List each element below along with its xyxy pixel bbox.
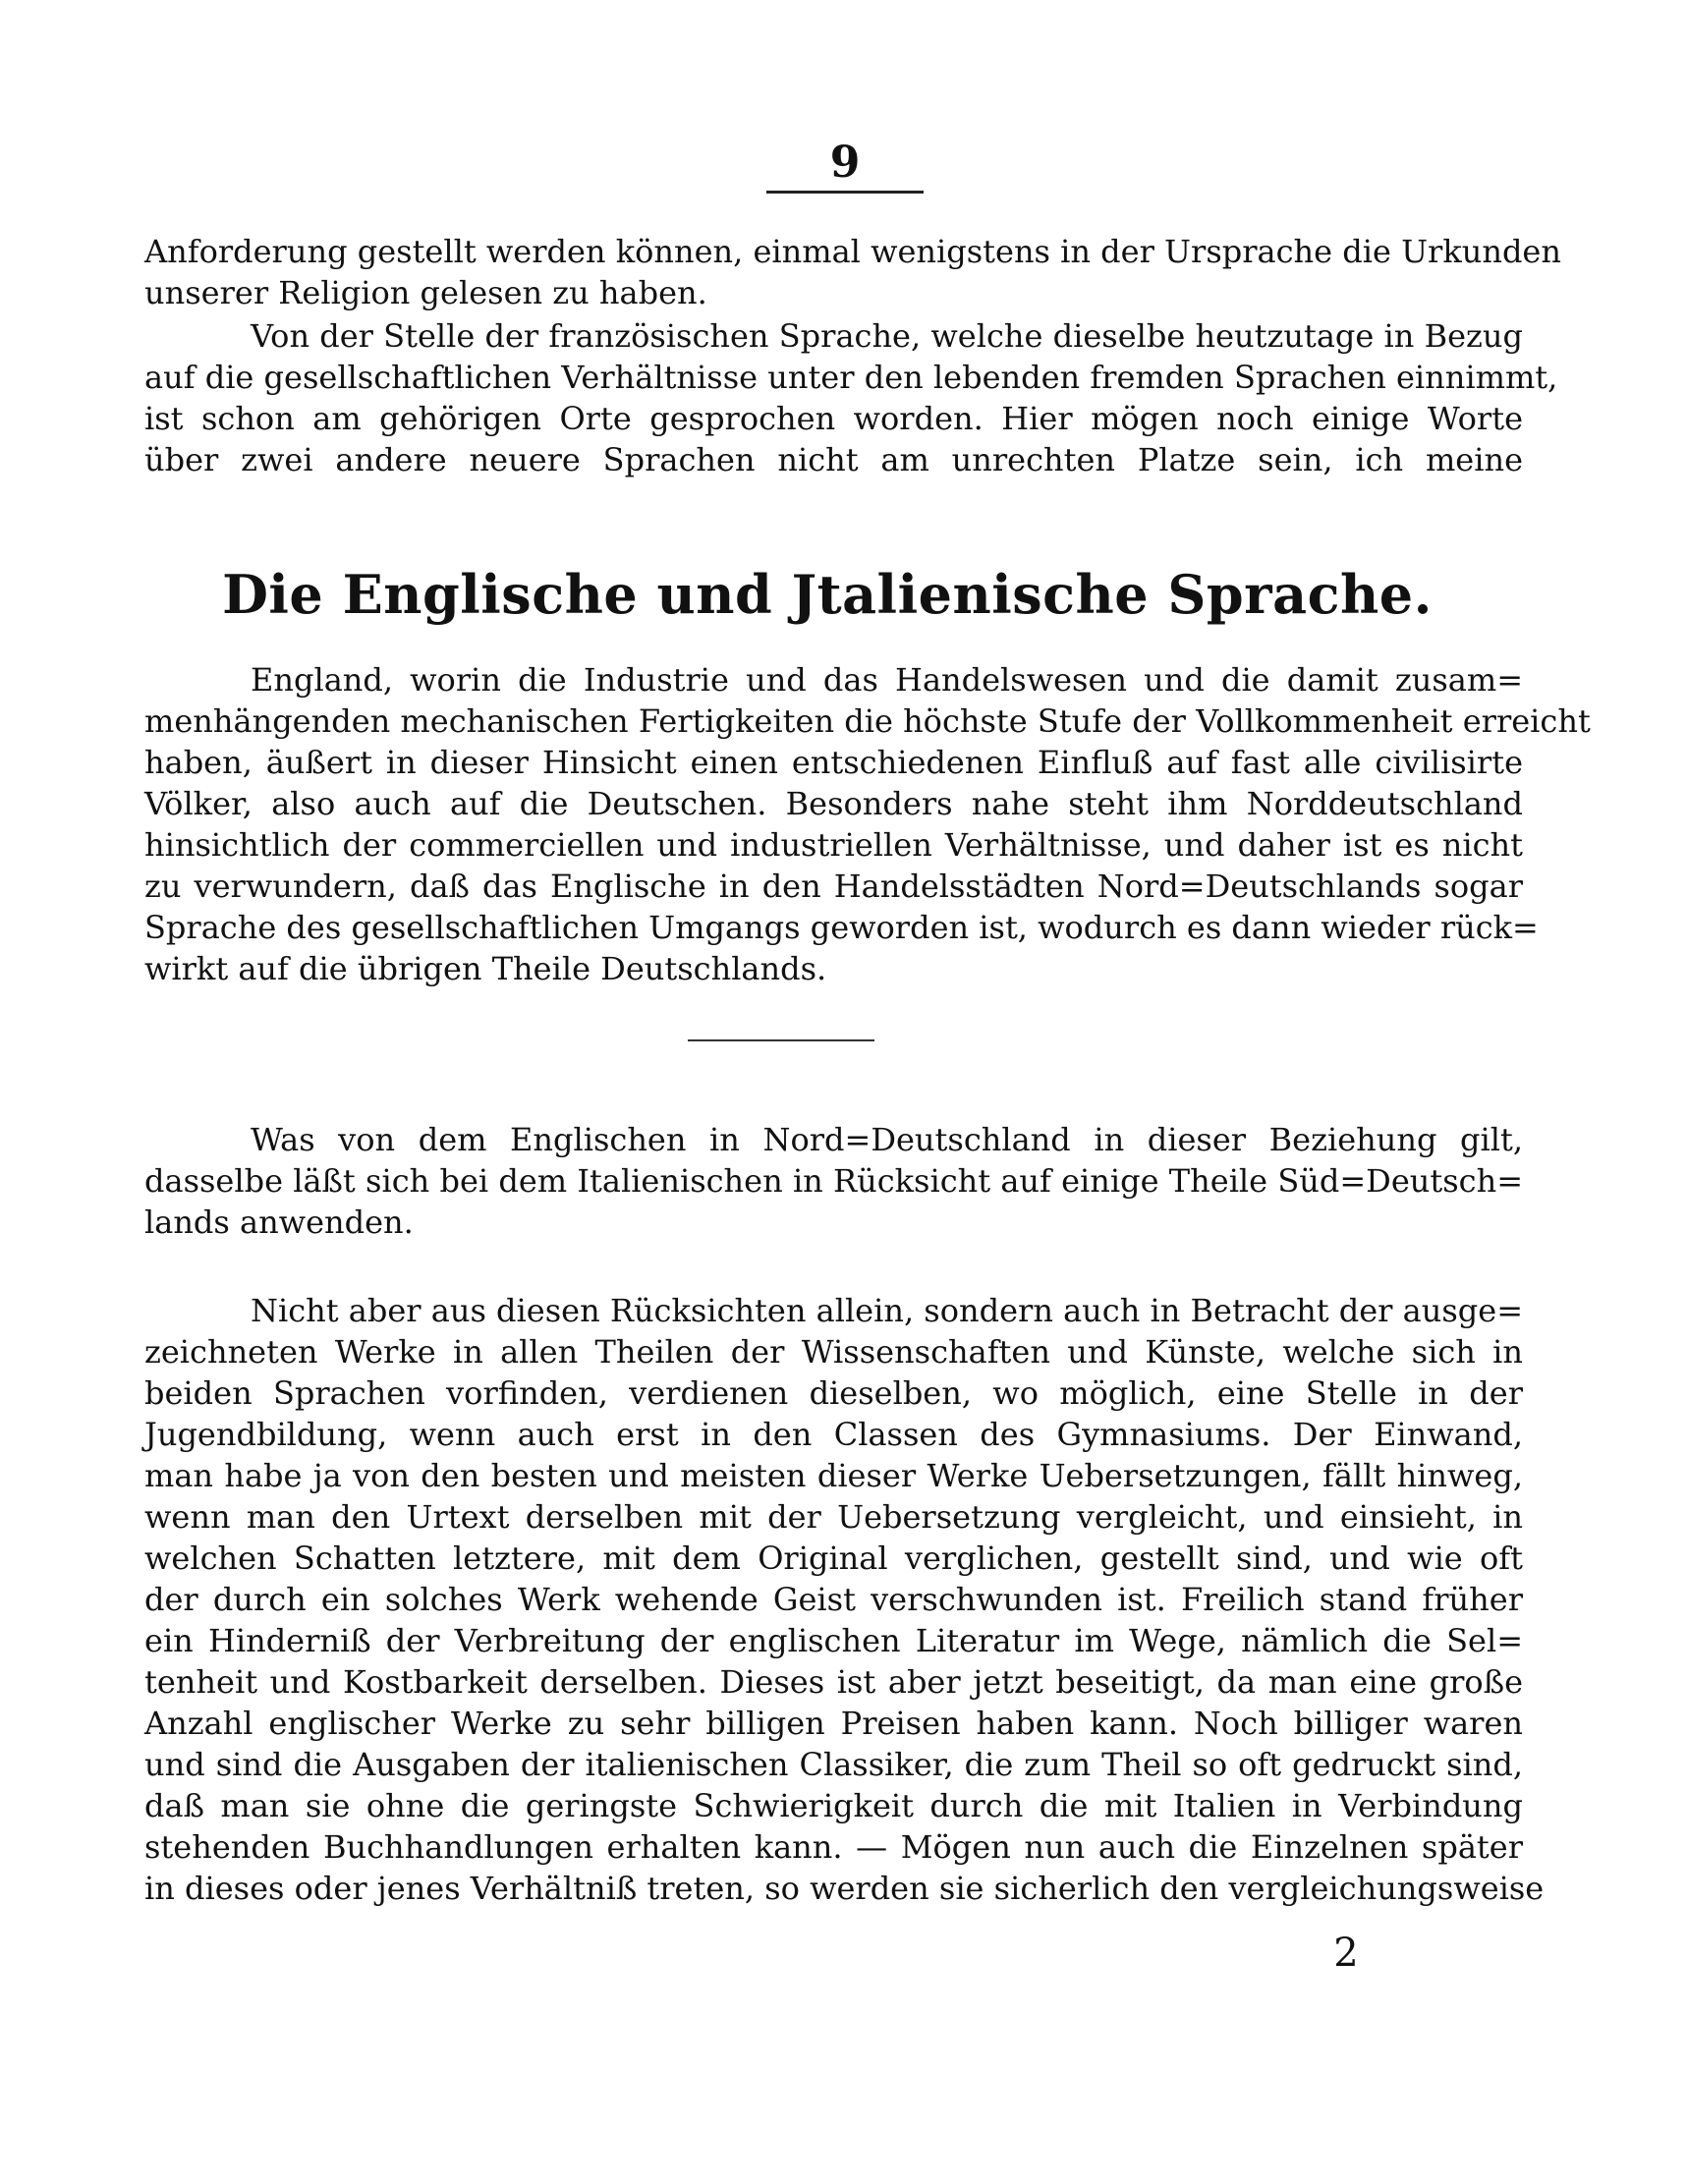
text-line: in dieses oder jenes Verhältniß treten, so werden sie sicherlich den vergleichungsweise — [144, 1870, 1545, 1907]
text-line: tenheit und Kostbarkeit derselben. Dieses ist aber jetzt beseitigt, da man eine große — [144, 1663, 1523, 1701]
text-line: Anforderung gestellt werden können, einmal wenigstens in der Ursprache die Urkunden — [144, 233, 1561, 270]
text-line: man habe ja von den besten und meisten dieser Werke Uebersetzungen, fällt hinweg, — [144, 1457, 1523, 1494]
text-line: zeichneten Werke in allen Theilen der Wissenschaften und Künste, welche sich in — [144, 1333, 1523, 1371]
text-line: welchen Schatten letztere, mit dem Original verglichen, gestellt sind, und wie oft — [144, 1540, 1523, 1577]
text-line: der durch ein solches Werk wehende Geist verschwunden ist. Freilich stand früher — [144, 1581, 1523, 1618]
text-line: Von der Stelle der französischen Sprache, welche dieselbe heutzutage in Bezug — [251, 317, 1523, 355]
text-line: zu verwundern, daß das Englische in den Handelsstädten Nord=Deutschlands sogar — [144, 868, 1523, 905]
text-line: England, worin die Industrie und das Handelswesen und die damit zusam= — [251, 661, 1523, 699]
text-line: wenn man den Urtext derselben mit der Uebersetzung vergleicht, und einsieht, in — [144, 1498, 1523, 1536]
text-line: Jugendbildung, wenn auch erst in den Classen des Gymnasiums. Der Einwand, — [144, 1416, 1523, 1453]
text-line: Völker, also auch auf die Deutschen. Besonders nahe steht ihm Norddeutschland — [144, 785, 1523, 822]
text-line: beiden Sprachen vorfinden, verdienen dieselben, wo möglich, eine Stelle in der — [144, 1374, 1523, 1412]
text-line: stehenden Buchhandlungen erhalten kann. — Mögen nun auch die Einzelnen später — [144, 1828, 1523, 1866]
text-line: unserer Religion gelesen zu haben. — [144, 274, 707, 311]
text-line: lands anwenden. — [144, 1204, 414, 1241]
text-line: hinsichtlich der commerciellen und industriellen Verhältnisse, und daher ist es nicht — [144, 826, 1523, 864]
header-rule — [766, 191, 924, 194]
text-line: daß man sie ohne die geringste Schwierigkeit durch die mit Italien in Verbindung — [144, 1787, 1523, 1824]
text-line: Nicht aber aus diesen Rücksichten allein, sondern auch in Betracht der ausge= — [251, 1292, 1523, 1329]
text-line: wirkt auf die übrigen Theile Deutschlands. — [144, 950, 827, 987]
text-line: Anzahl englischer Werke zu sehr billigen Preisen haben kann. Noch billiger waren — [144, 1705, 1523, 1742]
separator-rule — [688, 1039, 874, 1041]
text-line: auf die gesellschaftlichen Verhältnisse unter den lebenden fremden Sprachen einnimmt, — [144, 359, 1558, 396]
text-line: über zwei andere neuere Sprachen nicht am unrechten Platze sein, ich meine — [144, 441, 1523, 478]
signature-mark: 2 — [1333, 1931, 1359, 1976]
text-line: menhängenden mechanischen Fertigkeiten die höchste Stufe der Vollkommenheit erreicht — [144, 702, 1591, 740]
page-number: 9 — [829, 138, 861, 188]
text-line: und sind die Ausgaben der italienischen Classiker, die zum Theil so oft gedruckt sind, — [144, 1746, 1523, 1783]
text-line: dasselbe läßt sich bei dem Italienischen in Rücksicht auf einige Theile Süd=Deutsch= — [144, 1162, 1523, 1200]
text-line: ein Hinderniß der Verbreitung der englischen Literatur im Wege, nämlich die Sel= — [144, 1622, 1523, 1659]
text-line: ist schon am gehörigen Orte gesprochen worden. Hier mögen noch einige Worte — [144, 400, 1523, 437]
text-line: Was von dem Englischen in Nord=Deutschland in dieser Beziehung gilt, — [251, 1121, 1523, 1158]
section-heading: Die Englische und Jtalienische Sprache. — [222, 563, 1433, 626]
text-line: haben, äußert in dieser Hinsicht einen entschiedenen Einfluß auf fast alle civilisirte — [144, 744, 1523, 781]
text-line: Sprache des gesellschaftlichen Umgangs geworden ist, wodurch es dann wieder rück= — [144, 909, 1539, 946]
